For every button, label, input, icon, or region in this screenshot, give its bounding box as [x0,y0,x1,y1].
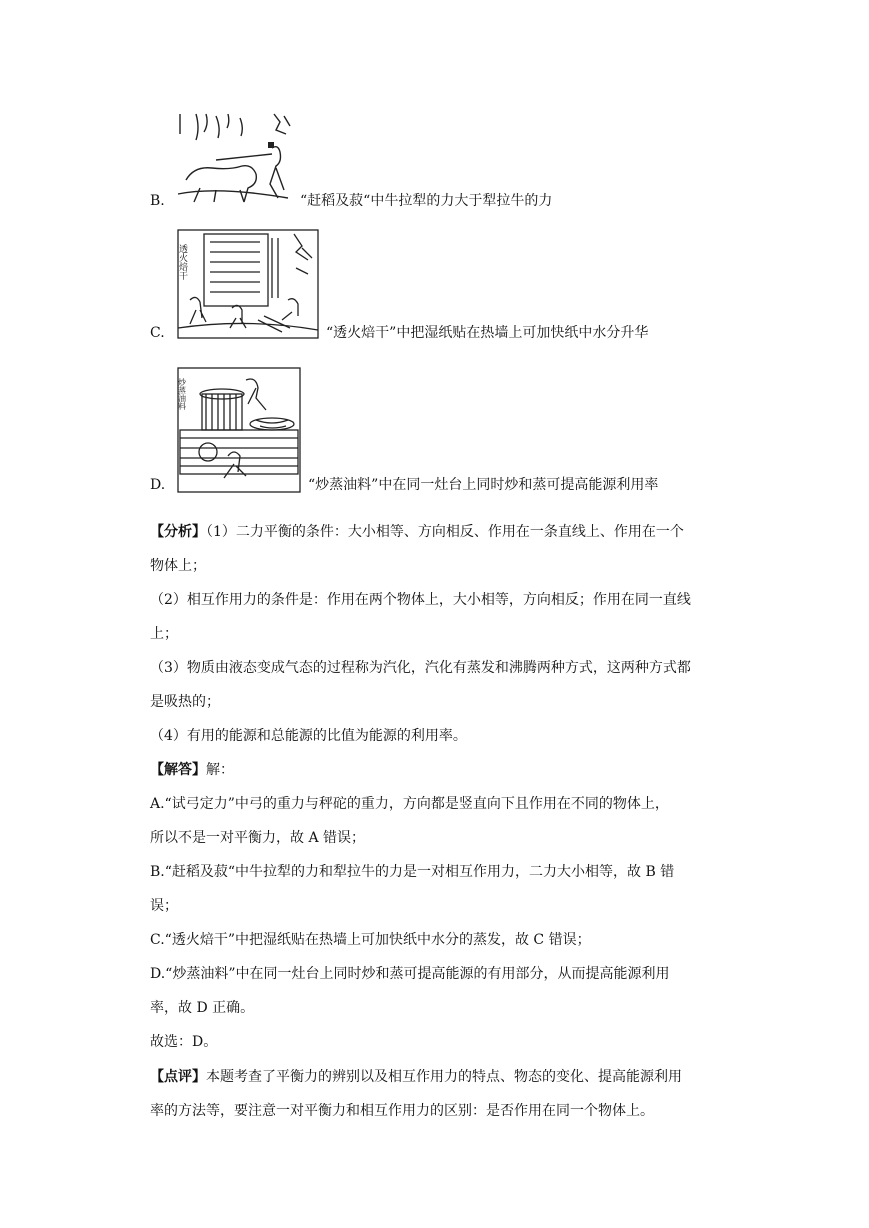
answer-section [150,753,740,1059]
stir-fry-image-caption: 炒蒸油料 [177,378,187,410]
paper-drying-woodcut-image [176,228,320,342]
analysis-line: （2）相互作用力的条件是：作用在两个物体上，大小相等，方向相反；作用在同一直线 [150,592,691,608]
option-c-text: “透火焙干”中把湿纸贴在热墙上可加快纸中水分升华 [326,325,649,341]
option-c-letter: C. [150,325,165,341]
analysis-line: 是吸热的； [150,694,220,710]
option-b-text: “赶稻及菽“中牛拉犁的力大于犁拉牛的力 [300,193,553,209]
answer-line: 误； [150,898,178,914]
analysis-line: 上； [150,626,178,642]
option-b-letter: B. [150,193,165,209]
comment-label: 【点评】 [150,1069,206,1085]
analysis-line: （4）有用的能源和总能源的比值为能源的利用率。 [150,728,467,744]
analysis-line: 物体上； [150,558,206,574]
analysis-line: （1）二力平衡的条件：大小相等、方向相反、作用在一条直线上、作用在一个 [206,524,684,540]
answer-line: 故选：D。 [150,1034,218,1050]
ox-plough-woodcut-image [176,112,294,210]
comment-line: 率的方法等，要注意一对平衡力和相互作用力的区别：是否作用在同一个物体上。 [150,1103,654,1119]
answer-line: A.“试弓定力”中弓的重力与秤砣的重力，方向都是竖直向下且作用在不同的物体上， [150,796,669,812]
stir-fry-steam-woodcut-image [176,366,302,494]
answer-line: C.“透火焙干”中把湿纸贴在热墙上可加快纸中水分的蒸发，故 C 错误； [150,932,591,948]
comment-line: 本题考查了平衡力的辨别以及相互作用力的特点、物态的变化、提高能源利用 [206,1069,682,1085]
option-d-text: “炒蒸油料”中在同一灶台上同时炒和蒸可提高能源利用率 [308,477,659,493]
answer-label: 【解答】 [150,762,206,778]
answer-line: D.“炒蒸油料”中在同一灶台上同时炒和蒸可提高能源的有用部分，从而提高能源利用 [150,966,670,982]
answer-intro: 解： [206,762,234,778]
analysis-section [150,515,740,753]
option-c [150,228,648,342]
analysis-line: （3）物质由液态变成气态的过程称为汽化，汽化有蒸发和沸腾两种方式，这两种方式都 [150,660,691,676]
option-d-letter: D. [150,477,166,493]
option-b [150,112,552,210]
paper-drying-image-caption: 透火焙干 [177,244,187,280]
option-d [150,366,658,494]
comment-section [150,1060,740,1128]
answer-line: B.“赶稻及菽“中牛拉犁的力和犁拉牛的力是一对相互作用力，二力大小相等，故 B 错 [150,864,675,880]
answer-line: 所以不是一对平衡力，故 A 错误； [150,830,366,846]
analysis-label: 【分析】 [150,524,206,540]
answer-line: 率，故 D 正确。 [150,1000,255,1016]
